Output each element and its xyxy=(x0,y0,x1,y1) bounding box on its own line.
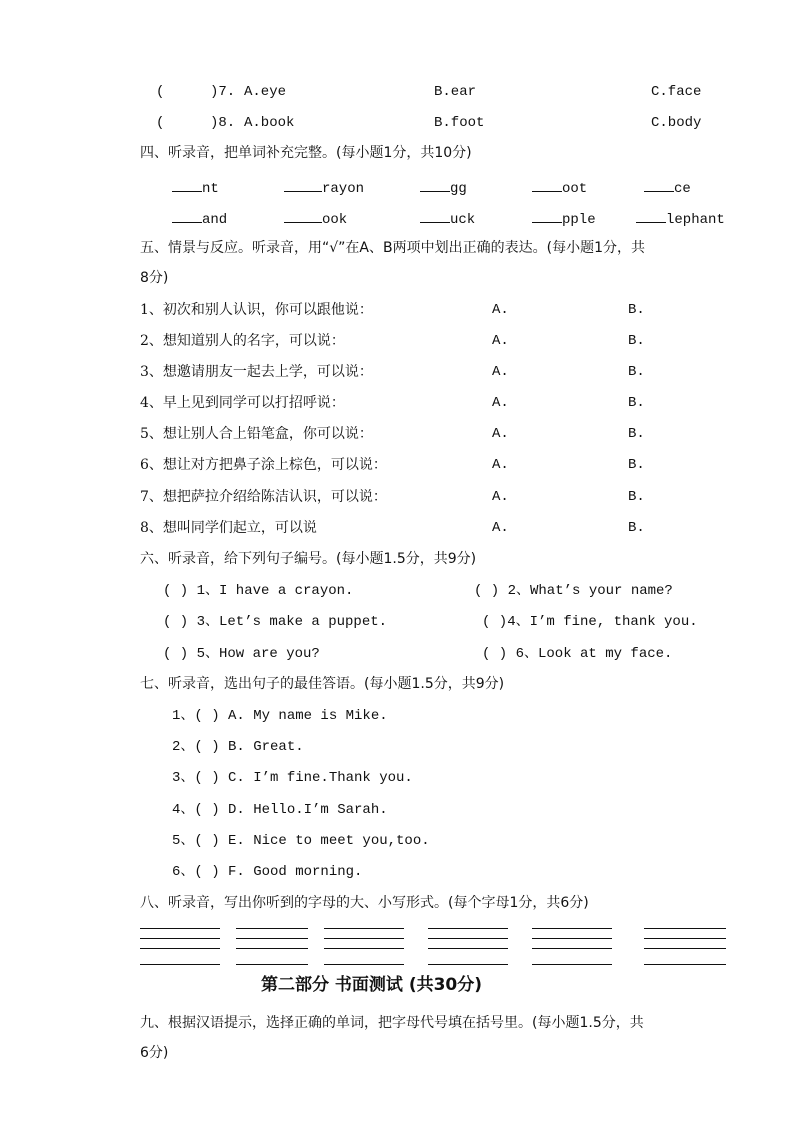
fill-word: lephant xyxy=(636,210,725,227)
section-5-title-cont: 8分) xyxy=(140,270,169,286)
sentence-item: ( ) 3、Let’s make a puppet. xyxy=(163,614,388,630)
item-number: )7. xyxy=(210,84,236,100)
option-b: B. xyxy=(628,489,645,505)
option-b: B. xyxy=(628,457,645,473)
option-a: A. xyxy=(492,333,509,349)
fill-word: ce xyxy=(644,179,691,196)
option-b: B. xyxy=(628,520,645,536)
section-5-title: 五、情景与反应。听录音，用“√”在A、B两项中划出正确的表达。(每小题1分，共 xyxy=(140,240,645,256)
scenario-text: 6、想让对方把鼻子涂上棕色，可以说： xyxy=(140,457,387,473)
option-b: B. xyxy=(628,364,645,380)
paren-open: ( xyxy=(156,84,165,100)
option-b: B. xyxy=(628,333,645,349)
sentence-item: ( ) 2、What’s your name? xyxy=(474,583,673,599)
scenario-text: 1、初次和别人认识，你可以跟他说： xyxy=(140,302,373,318)
option-b: B. xyxy=(628,426,645,442)
option-a: A. xyxy=(492,489,509,505)
section-9-title: 九、根据汉语提示，选择正确的单词，把字母代号填在括号里。(每小题1.5分，共 xyxy=(140,1015,644,1031)
section-4-title: 四、听录音，把单词补充完整。(每小题1分，共10分) xyxy=(140,145,472,161)
response-item: 5、( ) E. Nice to meet you,too. xyxy=(172,833,430,849)
part-two-title: 第二部分 书面测试 (共30分) xyxy=(261,975,483,995)
sentence-item: ( ) 5、How are you? xyxy=(163,646,320,662)
fill-word: gg xyxy=(420,179,467,196)
paren-open: ( xyxy=(156,115,165,131)
section-8-title: 八、听录音，写出你听到的字母的大、小写形式。(每个字母1分，共6分) xyxy=(140,895,589,911)
response-item: 1、( ) A. My name is Mike. xyxy=(172,708,388,724)
option-a: A.eye xyxy=(244,84,287,100)
scenario-text: 5、想让别人合上铅笔盒，你可以说： xyxy=(140,426,373,442)
fill-word: rayon xyxy=(284,179,364,196)
sentence-item: ( )4、I’m fine, thank you. xyxy=(482,614,698,630)
section-7-title: 七、听录音，选出句子的最佳答语。(每小题1.5分，共9分) xyxy=(140,676,505,692)
scenario-text: 4、早上见到同学可以打招呼说： xyxy=(140,395,345,411)
scenario-text: 8、想叫同学们起立，可以说 xyxy=(140,520,317,536)
fill-word: pple xyxy=(532,210,596,227)
fill-word: ook xyxy=(284,210,347,227)
response-item: 4、( ) D. Hello.I’m Sarah. xyxy=(172,802,388,818)
option-a: A. xyxy=(492,302,509,318)
response-item: 2、( ) B. Great. xyxy=(172,739,304,755)
option-a: A. xyxy=(492,395,509,411)
section-6-title: 六、听录音，给下列句子编号。(每小题1.5分，共9分) xyxy=(140,551,477,567)
response-item: 6、( ) F. Good morning. xyxy=(172,864,363,880)
response-item: 3、( ) C. I’m fine.Thank you. xyxy=(172,770,413,786)
option-b: B. xyxy=(628,302,645,318)
item-number: )8. xyxy=(210,115,236,131)
sentence-item: ( ) 1、I have a crayon. xyxy=(163,583,354,599)
scenario-text: 2、想知道别人的名字，可以说： xyxy=(140,333,345,349)
scenario-text: 3、想邀请朋友一起去上学，可以说： xyxy=(140,364,373,380)
option-c: C.face xyxy=(651,84,702,100)
section-9-title-cont: 6分) xyxy=(140,1045,169,1061)
option-b: B. xyxy=(628,395,645,411)
option-a: A. xyxy=(492,520,509,536)
option-a: A.book xyxy=(244,115,295,131)
fill-word: oot xyxy=(532,179,587,196)
sentence-item: ( ) 6、Look at my face. xyxy=(482,646,673,662)
option-a: A. xyxy=(492,364,509,380)
scenario-text: 7、想把萨拉介绍给陈洁认识，可以说： xyxy=(140,489,387,505)
option-a: A. xyxy=(492,457,509,473)
option-a: A. xyxy=(492,426,509,442)
fill-word: nt xyxy=(172,179,219,196)
option-b: B.foot xyxy=(434,115,485,131)
option-c: C.body xyxy=(651,115,702,131)
fill-word: and xyxy=(172,210,227,227)
fill-word: uck xyxy=(420,210,475,227)
option-b: B.ear xyxy=(434,84,477,100)
